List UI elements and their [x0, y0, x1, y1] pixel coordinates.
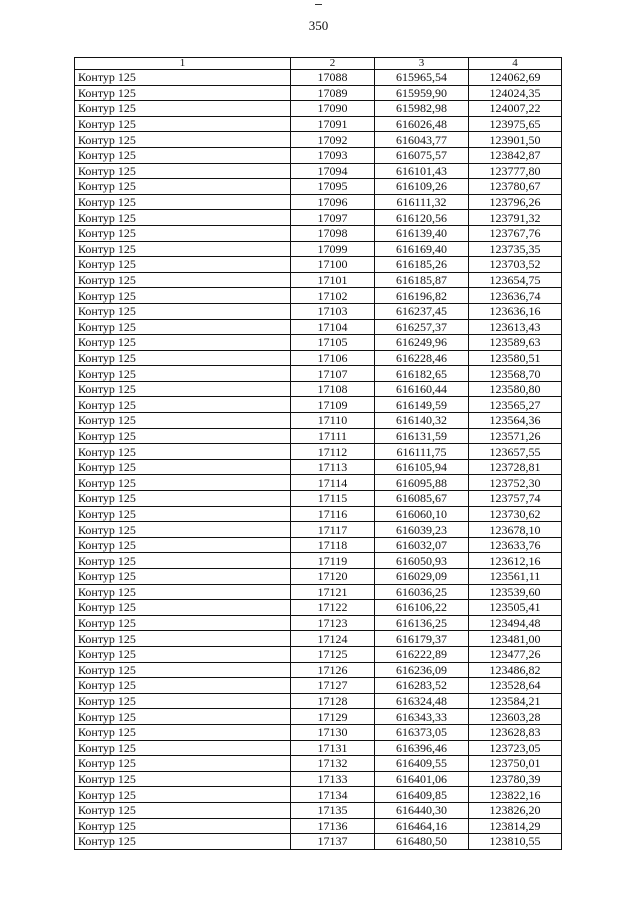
table-row: [75, 70, 562, 86]
x-coordinate-cell: 616249,96: [375, 335, 469, 351]
point-number-cell: 17102: [291, 288, 375, 304]
contour-name-cell: Контур 125: [75, 350, 291, 366]
x-coordinate-cell: 616120,56: [375, 210, 469, 226]
y-coordinate-cell: 123654,75: [469, 272, 562, 288]
contour-name-cell: Контур 125: [75, 475, 291, 491]
table-row: [75, 522, 562, 538]
x-coordinate-cell: 616236,09: [375, 662, 469, 678]
contour-name-cell: Контур 125: [75, 662, 291, 678]
contour-name-cell: Контур 125: [75, 834, 291, 850]
x-coordinate-cell: 616036,25: [375, 584, 469, 600]
contour-name-cell: Контур 125: [75, 335, 291, 351]
contour-name-cell: Контур 125: [75, 319, 291, 335]
point-number-cell: 17121: [291, 584, 375, 600]
table-row: [75, 475, 562, 491]
contour-name-cell: Контур 125: [75, 771, 291, 787]
contour-name-cell: Контур 125: [75, 70, 291, 86]
contour-name-cell: Контур 125: [75, 756, 291, 772]
point-number-cell: 17109: [291, 397, 375, 413]
point-number-cell: 17118: [291, 537, 375, 553]
y-coordinate-cell: 123750,01: [469, 756, 562, 772]
table-row: [75, 646, 562, 662]
contour-name-cell: Контур 125: [75, 537, 291, 553]
contour-name-cell: Контур 125: [75, 132, 291, 148]
point-number-cell: 17120: [291, 569, 375, 585]
point-number-cell: 17137: [291, 834, 375, 850]
point-number-cell: 17105: [291, 335, 375, 351]
x-coordinate-cell: 616043,77: [375, 132, 469, 148]
coordinates-table: [74, 57, 562, 850]
y-coordinate-cell: 123580,51: [469, 350, 562, 366]
contour-name-cell: Контур 125: [75, 787, 291, 803]
y-coordinate-cell: 123633,76: [469, 537, 562, 553]
point-number-cell: 17116: [291, 506, 375, 522]
point-number-cell: 17124: [291, 631, 375, 647]
x-coordinate-cell: 616105,94: [375, 459, 469, 475]
y-coordinate-cell: 123814,29: [469, 818, 562, 834]
y-coordinate-cell: 123613,43: [469, 319, 562, 335]
column-header-1: 1: [75, 58, 291, 70]
point-number-cell: 17136: [291, 818, 375, 834]
table-row: [75, 366, 562, 382]
table-row: [75, 569, 562, 585]
x-coordinate-cell: 616409,85: [375, 787, 469, 803]
x-coordinate-cell: 616182,65: [375, 366, 469, 382]
table-row: [75, 381, 562, 397]
point-number-cell: 17129: [291, 709, 375, 725]
table-row: [75, 179, 562, 195]
x-coordinate-cell: 616169,40: [375, 241, 469, 257]
table-row: [75, 147, 562, 163]
x-coordinate-cell: 616109,26: [375, 179, 469, 195]
table-row: [75, 615, 562, 631]
y-coordinate-cell: 123842,87: [469, 147, 562, 163]
table-row: [75, 335, 562, 351]
y-coordinate-cell: 123565,27: [469, 397, 562, 413]
table-row: [75, 600, 562, 616]
x-coordinate-cell: 616185,87: [375, 272, 469, 288]
point-number-cell: 17100: [291, 257, 375, 273]
table-row: [75, 724, 562, 740]
y-coordinate-cell: 123780,67: [469, 179, 562, 195]
table-row: [75, 818, 562, 834]
contour-name-cell: Контур 125: [75, 444, 291, 460]
x-coordinate-cell: 616111,75: [375, 444, 469, 460]
contour-name-cell: Контур 125: [75, 491, 291, 507]
table-row: [75, 210, 562, 226]
x-coordinate-cell: 616136,25: [375, 615, 469, 631]
point-number-cell: 17133: [291, 771, 375, 787]
contour-name-cell: Контур 125: [75, 522, 291, 538]
contour-name-cell: Контур 125: [75, 101, 291, 117]
point-number-cell: 17099: [291, 241, 375, 257]
table-row: [75, 506, 562, 522]
table-row: [75, 163, 562, 179]
y-coordinate-cell: 123528,64: [469, 678, 562, 694]
table-row: [75, 241, 562, 257]
table-row: [75, 834, 562, 850]
table-row: [75, 584, 562, 600]
y-coordinate-cell: 123584,21: [469, 693, 562, 709]
point-number-cell: 17126: [291, 662, 375, 678]
x-coordinate-cell: 616373,05: [375, 724, 469, 740]
x-coordinate-cell: 616095,88: [375, 475, 469, 491]
table-row: [75, 693, 562, 709]
y-coordinate-cell: 123505,41: [469, 600, 562, 616]
table-row: [75, 194, 562, 210]
contour-name-cell: Контур 125: [75, 646, 291, 662]
y-coordinate-cell: 123780,39: [469, 771, 562, 787]
y-coordinate-cell: 123564,36: [469, 413, 562, 429]
point-number-cell: 17096: [291, 194, 375, 210]
x-coordinate-cell: 616075,57: [375, 147, 469, 163]
contour-name-cell: Контур 125: [75, 241, 291, 257]
point-number-cell: 17108: [291, 381, 375, 397]
x-coordinate-cell: 616101,43: [375, 163, 469, 179]
point-number-cell: 17117: [291, 522, 375, 538]
x-coordinate-cell: 616257,37: [375, 319, 469, 335]
point-number-cell: 17123: [291, 615, 375, 631]
x-coordinate-cell: 616237,45: [375, 303, 469, 319]
x-coordinate-cell: 616185,26: [375, 257, 469, 273]
table-row: [75, 272, 562, 288]
point-number-cell: 17130: [291, 724, 375, 740]
column-header-2: 2: [291, 58, 375, 70]
y-coordinate-cell: 123571,26: [469, 428, 562, 444]
y-coordinate-cell: 123486,82: [469, 662, 562, 678]
point-number-cell: 17112: [291, 444, 375, 460]
table-row: [75, 662, 562, 678]
y-coordinate-cell: 123494,48: [469, 615, 562, 631]
table-header: [75, 58, 562, 70]
point-number-cell: 17090: [291, 101, 375, 117]
y-coordinate-cell: 123730,62: [469, 506, 562, 522]
point-number-cell: 17122: [291, 600, 375, 616]
x-coordinate-cell: 616032,07: [375, 537, 469, 553]
point-number-cell: 17097: [291, 210, 375, 226]
y-coordinate-cell: 123796,26: [469, 194, 562, 210]
y-coordinate-cell: 123777,80: [469, 163, 562, 179]
point-number-cell: 17095: [291, 179, 375, 195]
contour-name-cell: Контур 125: [75, 459, 291, 475]
table-row: [75, 225, 562, 241]
table-row: [75, 787, 562, 803]
point-number-cell: 17127: [291, 678, 375, 694]
table-row: [75, 101, 562, 117]
table-row: [75, 709, 562, 725]
x-coordinate-cell: 615982,98: [375, 101, 469, 117]
point-number-cell: 17135: [291, 802, 375, 818]
y-coordinate-cell: 123628,83: [469, 724, 562, 740]
contour-name-cell: Контур 125: [75, 116, 291, 132]
point-number-cell: 17101: [291, 272, 375, 288]
y-coordinate-cell: 123612,16: [469, 553, 562, 569]
x-coordinate-cell: 616343,33: [375, 709, 469, 725]
x-coordinate-cell: 616222,89: [375, 646, 469, 662]
point-number-cell: 17093: [291, 147, 375, 163]
point-number-cell: 17089: [291, 85, 375, 101]
contour-name-cell: Контур 125: [75, 584, 291, 600]
x-coordinate-cell: 615959,90: [375, 85, 469, 101]
contour-name-cell: Контур 125: [75, 678, 291, 694]
x-coordinate-cell: 616409,55: [375, 756, 469, 772]
point-number-cell: 17106: [291, 350, 375, 366]
point-number-cell: 17134: [291, 787, 375, 803]
contour-name-cell: Контур 125: [75, 428, 291, 444]
contour-name-cell: Контур 125: [75, 381, 291, 397]
x-coordinate-cell: 616440,30: [375, 802, 469, 818]
table-row: [75, 428, 562, 444]
y-coordinate-cell: 123975,65: [469, 116, 562, 132]
table-header-row: [75, 58, 562, 70]
contour-name-cell: Контур 125: [75, 740, 291, 756]
table-row: [75, 756, 562, 772]
table-row: [75, 85, 562, 101]
table-row: [75, 491, 562, 507]
table-row: [75, 553, 562, 569]
x-coordinate-cell: 616140,32: [375, 413, 469, 429]
y-coordinate-cell: 123757,74: [469, 491, 562, 507]
point-number-cell: 17094: [291, 163, 375, 179]
contour-name-cell: Контур 125: [75, 569, 291, 585]
contour-name-cell: Контур 125: [75, 257, 291, 273]
y-coordinate-cell: 123603,28: [469, 709, 562, 725]
point-number-cell: 17088: [291, 70, 375, 86]
table-row: [75, 444, 562, 460]
point-number-cell: 17110: [291, 413, 375, 429]
contour-name-cell: Контур 125: [75, 179, 291, 195]
x-coordinate-cell: 616396,46: [375, 740, 469, 756]
column-header-4: 4: [469, 58, 562, 70]
table-row: [75, 257, 562, 273]
x-coordinate-cell: 616324,48: [375, 693, 469, 709]
contour-name-cell: Контур 125: [75, 163, 291, 179]
table-row: [75, 771, 562, 787]
y-coordinate-cell: 123767,76: [469, 225, 562, 241]
contour-name-cell: Контур 125: [75, 85, 291, 101]
table-row: [75, 631, 562, 647]
y-coordinate-cell: 123477,26: [469, 646, 562, 662]
contour-name-cell: Контур 125: [75, 225, 291, 241]
table-row: [75, 740, 562, 756]
y-coordinate-cell: 123735,35: [469, 241, 562, 257]
y-coordinate-cell: 123703,52: [469, 257, 562, 273]
contour-name-cell: Контур 125: [75, 303, 291, 319]
table-row: [75, 413, 562, 429]
contour-name-cell: Контур 125: [75, 397, 291, 413]
x-coordinate-cell: 616228,46: [375, 350, 469, 366]
y-coordinate-cell: 123580,80: [469, 381, 562, 397]
point-number-cell: 17103: [291, 303, 375, 319]
x-coordinate-cell: 616039,23: [375, 522, 469, 538]
table-row: [75, 319, 562, 335]
x-coordinate-cell: 616149,59: [375, 397, 469, 413]
y-coordinate-cell: 124024,35: [469, 85, 562, 101]
point-number-cell: 17107: [291, 366, 375, 382]
y-coordinate-cell: 123810,55: [469, 834, 562, 850]
y-coordinate-cell: 123636,74: [469, 288, 562, 304]
table-row: [75, 459, 562, 475]
contour-name-cell: Контур 125: [75, 147, 291, 163]
y-coordinate-cell: 123901,50: [469, 132, 562, 148]
x-coordinate-cell: 616464,16: [375, 818, 469, 834]
contour-name-cell: Контур 125: [75, 631, 291, 647]
point-number-cell: 17125: [291, 646, 375, 662]
y-coordinate-cell: 123752,30: [469, 475, 562, 491]
page-number: 350: [308, 18, 329, 33]
y-coordinate-cell: 123568,70: [469, 366, 562, 382]
contour-name-cell: Контур 125: [75, 506, 291, 522]
table-row: [75, 397, 562, 413]
x-coordinate-cell: 616139,40: [375, 225, 469, 241]
x-coordinate-cell: 616196,82: [375, 288, 469, 304]
point-number-cell: 17111: [291, 428, 375, 444]
contour-name-cell: Контур 125: [75, 693, 291, 709]
contour-name-cell: Контур 125: [75, 272, 291, 288]
x-coordinate-cell: 616050,93: [375, 553, 469, 569]
contour-name-cell: Контур 125: [75, 709, 291, 725]
table-body: [75, 70, 562, 850]
point-number-cell: 17115: [291, 491, 375, 507]
x-coordinate-cell: 616106,22: [375, 600, 469, 616]
y-coordinate-cell: 123723,05: [469, 740, 562, 756]
table-row: [75, 678, 562, 694]
point-number-cell: 17128: [291, 693, 375, 709]
contour-name-cell: Контур 125: [75, 818, 291, 834]
contour-name-cell: Контур 125: [75, 553, 291, 569]
x-coordinate-cell: 616026,48: [375, 116, 469, 132]
contour-name-cell: Контур 125: [75, 600, 291, 616]
point-number-cell: 17119: [291, 553, 375, 569]
point-number-cell: 17114: [291, 475, 375, 491]
y-coordinate-cell: 123561,11: [469, 569, 562, 585]
x-coordinate-cell: 616060,10: [375, 506, 469, 522]
y-coordinate-cell: 123481,00: [469, 631, 562, 647]
y-coordinate-cell: 123657,55: [469, 444, 562, 460]
table-row: [75, 303, 562, 319]
point-number-cell: 17092: [291, 132, 375, 148]
y-coordinate-cell: 123539,60: [469, 584, 562, 600]
table-row: [75, 350, 562, 366]
table-row: [75, 288, 562, 304]
contour-name-cell: Контур 125: [75, 413, 291, 429]
top-dash-mark: [315, 4, 322, 5]
y-coordinate-cell: 123728,81: [469, 459, 562, 475]
column-header-3: 3: [375, 58, 469, 70]
point-number-cell: 17104: [291, 319, 375, 335]
contour-name-cell: Контур 125: [75, 802, 291, 818]
y-coordinate-cell: 123822,16: [469, 787, 562, 803]
y-coordinate-cell: 124062,69: [469, 70, 562, 86]
x-coordinate-cell: 616179,37: [375, 631, 469, 647]
y-coordinate-cell: 124007,22: [469, 101, 562, 117]
point-number-cell: 17132: [291, 756, 375, 772]
contour-name-cell: Контур 125: [75, 210, 291, 226]
y-coordinate-cell: 123678,10: [469, 522, 562, 538]
x-coordinate-cell: 616029,09: [375, 569, 469, 585]
point-number-cell: 17091: [291, 116, 375, 132]
point-number-cell: 17098: [291, 225, 375, 241]
x-coordinate-cell: 615965,54: [375, 70, 469, 86]
x-coordinate-cell: 616160,44: [375, 381, 469, 397]
y-coordinate-cell: 123826,20: [469, 802, 562, 818]
table-row: [75, 132, 562, 148]
y-coordinate-cell: 123589,63: [469, 335, 562, 351]
contour-name-cell: Контур 125: [75, 724, 291, 740]
y-coordinate-cell: 123636,16: [469, 303, 562, 319]
contour-name-cell: Контур 125: [75, 615, 291, 631]
contour-name-cell: Контур 125: [75, 366, 291, 382]
table-row: [75, 802, 562, 818]
table-row: [75, 116, 562, 132]
x-coordinate-cell: 616085,67: [375, 491, 469, 507]
y-coordinate-cell: 123791,32: [469, 210, 562, 226]
x-coordinate-cell: 616283,52: [375, 678, 469, 694]
point-number-cell: 17131: [291, 740, 375, 756]
point-number-cell: 17113: [291, 459, 375, 475]
x-coordinate-cell: 616401,06: [375, 771, 469, 787]
x-coordinate-cell: 616131,59: [375, 428, 469, 444]
contour-name-cell: Контур 125: [75, 288, 291, 304]
x-coordinate-cell: 616111,32: [375, 194, 469, 210]
contour-name-cell: Контур 125: [75, 194, 291, 210]
table-row: [75, 537, 562, 553]
x-coordinate-cell: 616480,50: [375, 834, 469, 850]
